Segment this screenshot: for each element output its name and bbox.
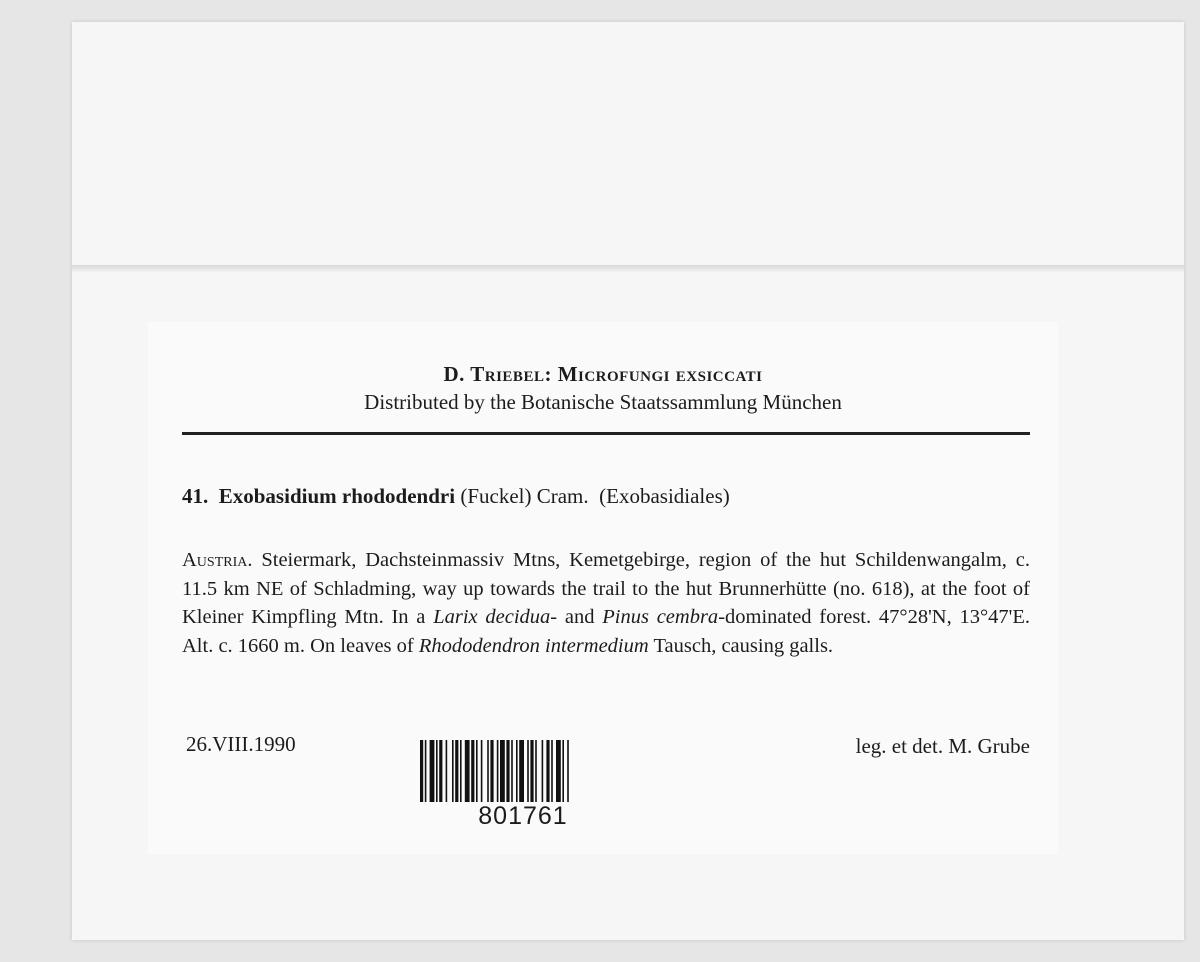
specimen-label <box>148 322 1058 854</box>
locality-text-4: Tausch, causing galls. <box>648 634 834 657</box>
taxon-line <box>182 484 1030 509</box>
barcode-bar <box>551 740 553 802</box>
collector: leg. et det. M. Grube <box>855 734 1030 758</box>
barcode-bar <box>527 740 529 802</box>
barcode-bar <box>430 740 435 802</box>
entry-number: 41. <box>182 484 209 508</box>
barcode-bar <box>519 740 524 802</box>
barcode-bar <box>546 740 549 802</box>
host-larix: Larix decidua <box>433 606 551 628</box>
barcode-bar <box>425 740 427 802</box>
label-header <box>148 360 1058 416</box>
collection-date: 26.VIII.1990 <box>186 732 296 756</box>
taxon-order: (Exobasidiales) <box>599 484 730 508</box>
barcode-bar <box>476 740 478 802</box>
locality-text-3: -dominated forest. 47°28'N, 13°47'E. Alt. c. 1660 m. On leaves of <box>182 606 1030 657</box>
series-title: D. Triebel: Microfungi exsiccati <box>443 362 763 386</box>
barcode-bar <box>497 740 499 802</box>
distribution-line: Distributed by the Botanische Staatssammlung München <box>364 390 842 414</box>
barcode-bar <box>436 740 438 802</box>
barcode-bar <box>511 740 513 802</box>
barcode-bar <box>460 740 462 802</box>
barcode-bar <box>506 740 509 802</box>
barcode-bar <box>535 740 537 802</box>
barcode-bar <box>452 740 454 802</box>
locality-text-1: . Steiermark, Dachsteinmassiv Mtns, Kemetgebirge, region of the hut Schildenwangalm, c. 11.5 km NE of Schladming, way up towards the trail to the hut Brunnerhütte (no. 618), at the foot of Kleiner Kimpfling Mtn. In a <box>182 549 1030 628</box>
barcode-bar <box>481 740 483 802</box>
barcode-image <box>420 740 626 802</box>
taxon-author: (Fuckel) Cram. <box>460 484 589 508</box>
country: Austria <box>182 549 248 571</box>
barcode-bar <box>465 740 470 802</box>
host-pinus: Pinus cembra <box>602 606 719 628</box>
barcode-bar <box>439 740 442 802</box>
header-rule <box>182 432 1030 435</box>
barcode-bar <box>500 740 505 802</box>
host-rhododendron: Rhododendron intermedium <box>418 634 649 657</box>
barcode-bar <box>530 740 533 802</box>
barcode-bar <box>446 740 448 802</box>
barcode-bar <box>556 740 561 802</box>
barcode-bar <box>516 740 518 802</box>
barcode-bar <box>562 740 564 802</box>
barcode-bar <box>490 740 493 802</box>
barcode-bar <box>542 740 544 802</box>
locality-paragraph <box>182 546 1030 660</box>
taxon-name: Exobasidium rhododendri <box>218 484 456 508</box>
barcode-bar <box>487 740 489 802</box>
barcode-bar <box>420 740 423 802</box>
envelope-flap-edge <box>72 265 1184 273</box>
barcode-bar <box>455 740 458 802</box>
barcode-bar <box>567 740 569 802</box>
barcode-bar <box>471 740 474 802</box>
locality-text-2: - and <box>550 606 603 628</box>
barcode-number: 801761 <box>478 802 568 830</box>
